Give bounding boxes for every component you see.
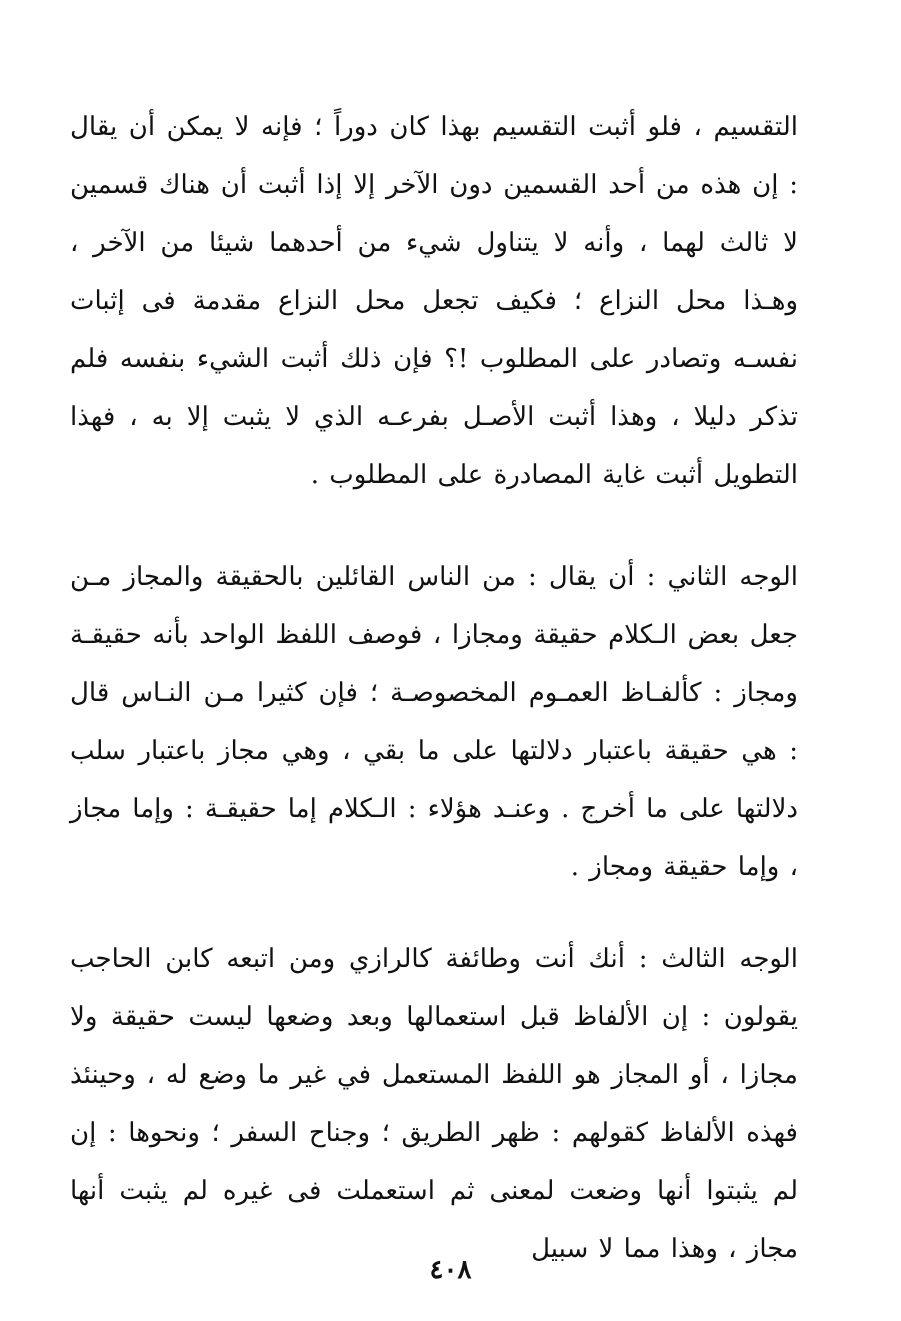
paragraph-third-aspect: الوجه الثالث : أنك أنت وطائفة كالرازي ومن اتبعه كابن الحاجب يقولون : إن الألفاظ قبل استعمالها وبعد وضعها ليست حقيقة ولا مجازا ، أو المجاز هو اللفظ المستعمل في غير ما وضع له ، وحينئذ فهذه الألفاظ كقولهم : ظهر الطريق ؛ وجناح السفر ؛ ونحوها : إن لم يثبتوا أنها وضعت لمعنى ثم استعملت فى غيره لم يثبت أنها مجاز ، وهذا مما لا سبيل	[70, 944, 798, 1264]
page-number: ٤٠٨	[429, 1255, 472, 1285]
paragraph-second-aspect: الوجه الثاني : أن يقال : من الناس القائلين بالحقيقة والمجاز مـن جعل بعض الـكلام حقيقة ومجازا ، فوصف اللفظ الواحد بأنه حقيقـة ومجاز : كألفـاظ العمـوم المخصوصـة ؛ فإن كثيرا مـن النـاس قال : هي حقيقة باعتبار دلالتها على ما بقي ، وهي مجاز باعتبار سلب دلالتها على ما أخرج . وعنـد هؤلاء : الـكلام إما حقيقـة : وإما مجاز ، وإما حقيقة ومجاز .	[70, 562, 798, 882]
paragraph-continuation: التقسيم ، فلو أثبت التقسيم بهذا كان دوراً ؛ فإنه لا يمكن أن يقال : إن هذه من أحد القسمين دون الآخر إلا إذا أثبت أن هناك قسمين لا ثالث لهما ، وأنه لا يتناول شيء من أحدهما شيئا من الآخر ، وهـذا محل النزاع ؛ فكيف تجعل محل النزاع مقدمة فى إثبات نفسـه وتصادر على المطلوب !؟ فإن ذلك أثبت الشيء بنفسه فلم تذكر دليلا ، وهذا أثبت الأصـل بفرعـه الذي لا يثبت إلا به ، فهذا التطويل أثبت غاية المصادرة على المطلوب .	[70, 112, 798, 490]
